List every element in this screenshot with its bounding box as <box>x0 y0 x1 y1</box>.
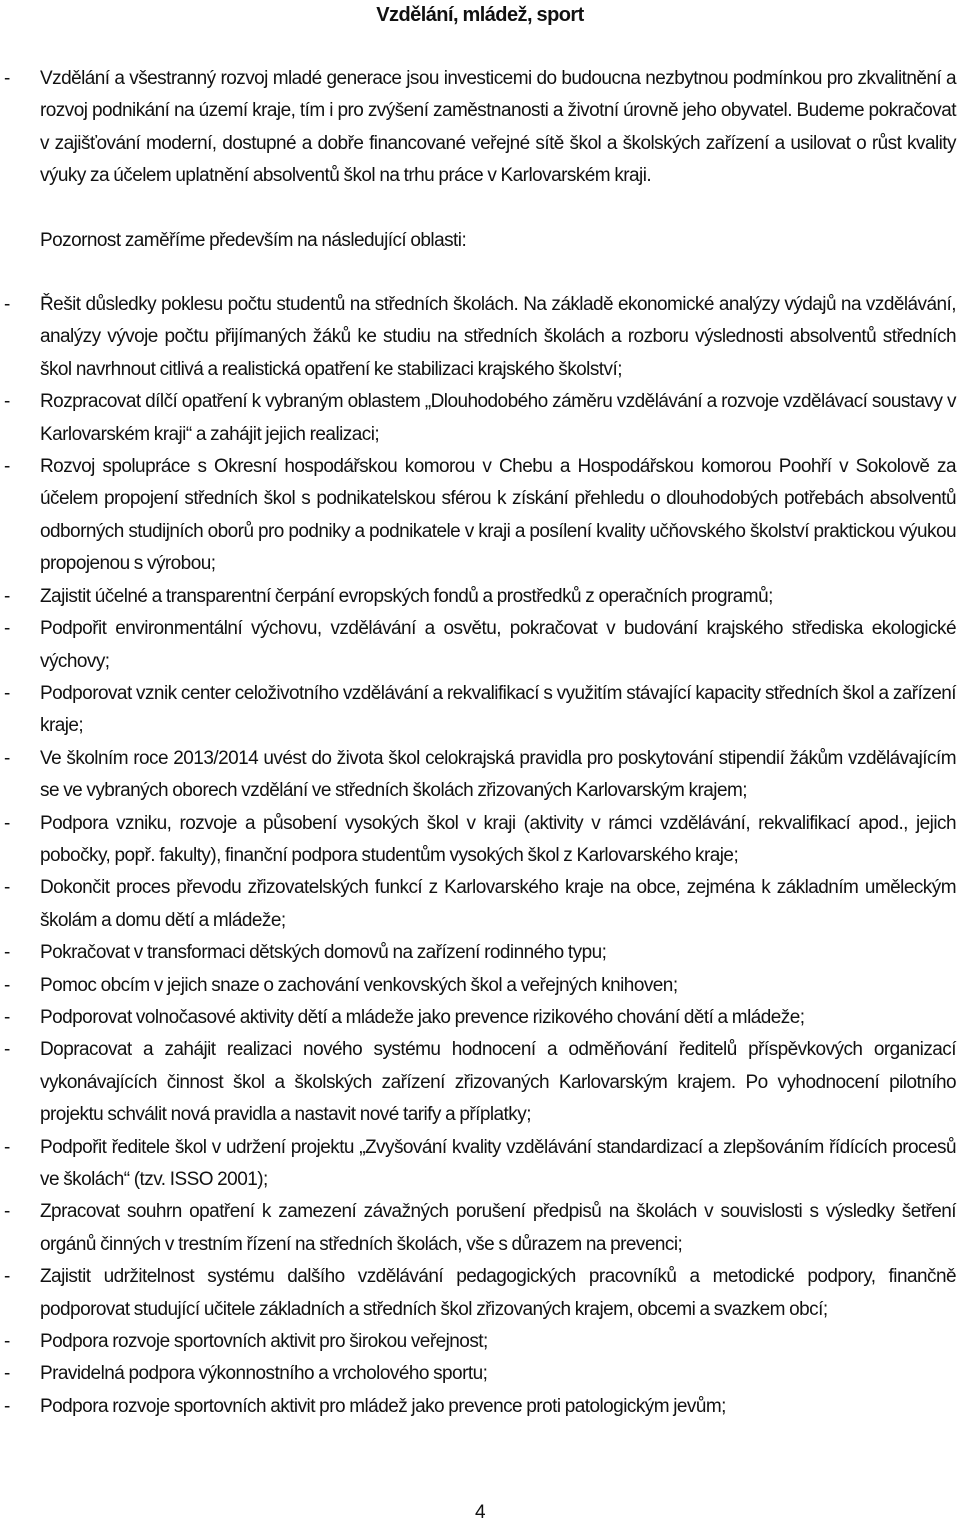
list-item: - Podporovat volnočasové aktivity dětí a mládeže jako prevence rizikového chování dětí a mládeže; <box>0 1002 956 1034</box>
list-item: - Ve školním roce 2013/2014 uvést do života škol celokrajská pravidla pro poskytování stipendií žákům vzdělávajícím se ve vybraných oborech vzdělání ve středních školách zřizovaných Karlovarským krajem; <box>0 743 956 808</box>
focus-heading: Pozornost zaměříme především na následující oblasti: <box>40 229 467 251</box>
list-item: - Zpracovat souhrn opatření k zamezení závažných porušení předpisů na školách v souvislosti s výsledky šetření orgánů činných v trestním řízení na středních školách, vše s důrazem na prevenci; <box>0 1196 956 1261</box>
list-item: - Zajistit účelné a transparentní čerpání evropských fondů a prostředků z operačních programů; <box>0 581 956 613</box>
list-item: - Pokračovat v transformaci dětských domovů na zařízení rodinného typu; <box>0 937 956 969</box>
list-item: - Rozpracovat dílčí opatření k vybraným oblastem „Dlouhodobého záměru vzdělávání a rozvoje vzdělávací soustavy v Karlovarském kraji“ a zahájit jejich realizaci; <box>0 386 956 451</box>
spacer <box>0 193 956 225</box>
list-item: - Dokončit proces převodu zřizovatelských funkcí z Karlovarského kraje na obce, zejména k základním uměleckým školám a domu dětí a mládeže; <box>0 872 956 937</box>
list-item: - Pravidelná podpora výkonnostního a vrcholového sportu; <box>0 1358 956 1390</box>
spacer <box>0 257 956 289</box>
list-item: - Zajistit udržitelnost systému dalšího vzdělávání pedagogických pracovníků a metodické podpory, finančně podporovat studující učitele základních a středních škol zřizovaných krajem, obcemi a svazkem obcí; <box>0 1261 956 1326</box>
list-item: - Dopracovat a zahájit realizaci nového systému hodnocení a odměňování ředitelů příspěvkových organizací vykonávajících činnost škol a školských zařízení zřizovaných Karlovarským krajem. Po vyhodnocení pilotního projektu schválit nová pravidla a nastavit nové tarify a příplatky; <box>0 1034 956 1131</box>
list-item: - Pomoc obcím v jejich snaze o zachování venkovských škol a veřejných knihoven; <box>0 970 956 1002</box>
list-item: - Podpora rozvoje sportovních aktivit pro mládež jako prevence proti patologickým jevům; <box>0 1391 956 1423</box>
list-item: - Řešit důsledky poklesu počtu studentů na středních školách. Na základě ekonomické analýzy výdajů na vzdělávání, analýzy vývoje počtu přijímaných žáků ke studiu na středních školách a rozboru výslednosti absolventů středních škol navrhnout citlivá a realistická opatření ke stabilizaci krajského školství; <box>0 289 956 386</box>
list-item: - Podpora rozvoje sportovních aktivit pro širokou veřejnost; <box>0 1326 956 1358</box>
page-number: 4 <box>474 1502 486 1523</box>
list-item: - Podporovat vznik center celoživotního vzdělávání a rekvalifikací s využitím stávající kapacity středních škol a zařízení kraje; <box>0 678 956 743</box>
document-title: Vzdělání, mládež, sport <box>376 4 584 26</box>
list-item: - Podpořit ředitele škol v udržení projektu „Zvyšování kvality vzdělávání standardizací a zlepšováním řídících procesů ve školách“ (tzv. ISSO 2001); <box>0 1132 956 1197</box>
document-body <box>0 63 956 1423</box>
intro-paragraph: - Vzdělání a všestranný rozvoj mladé generace jsou investicemi do budoucna nezbytnou podmínkou pro zkvalitnění a rozvoj podnikání na území kraje, tím i pro zvýšení zaměstnanosti a životní úrovně jeho obyvatel. Budeme pokračovat v zajišťování moderní, dostupné a dobře financované veřejné sítě škol a školských zařízení a usilovat o růst kvality výuky za účelem uplatnění absolventů škol na trhu práce v Karlovarském kraji. <box>0 63 956 193</box>
focus-list <box>0 289 956 1423</box>
list-item: - Rozvoj spolupráce s Okresní hospodářskou komorou v Chebu a Hospodářskou komorou Poohří v Sokolově za účelem propojení středních škol s podnikatelskou sférou k získání přehledu o dlouhodobých potřebách absolventů odborných studijních oborů pro podniky a podnikatele v kraji a posílení kvality učňovského školství praktickou výukou propojenou s výrobou; <box>0 451 956 581</box>
list-item: - Podpora vzniku, rozvoje a působení vysokých škol v kraji (aktivity v rámci vzdělávání, rekvalifikací apod., jejich pobočky, popř. fakulty), finanční podpora studentům vysokých škol z Karlovarského kraje; <box>0 808 956 873</box>
list-item: - Podpořit environmentální výchovu, vzdělávání a osvětu, pokračovat v budování krajského střediska ekologické výchovy; <box>0 613 956 678</box>
